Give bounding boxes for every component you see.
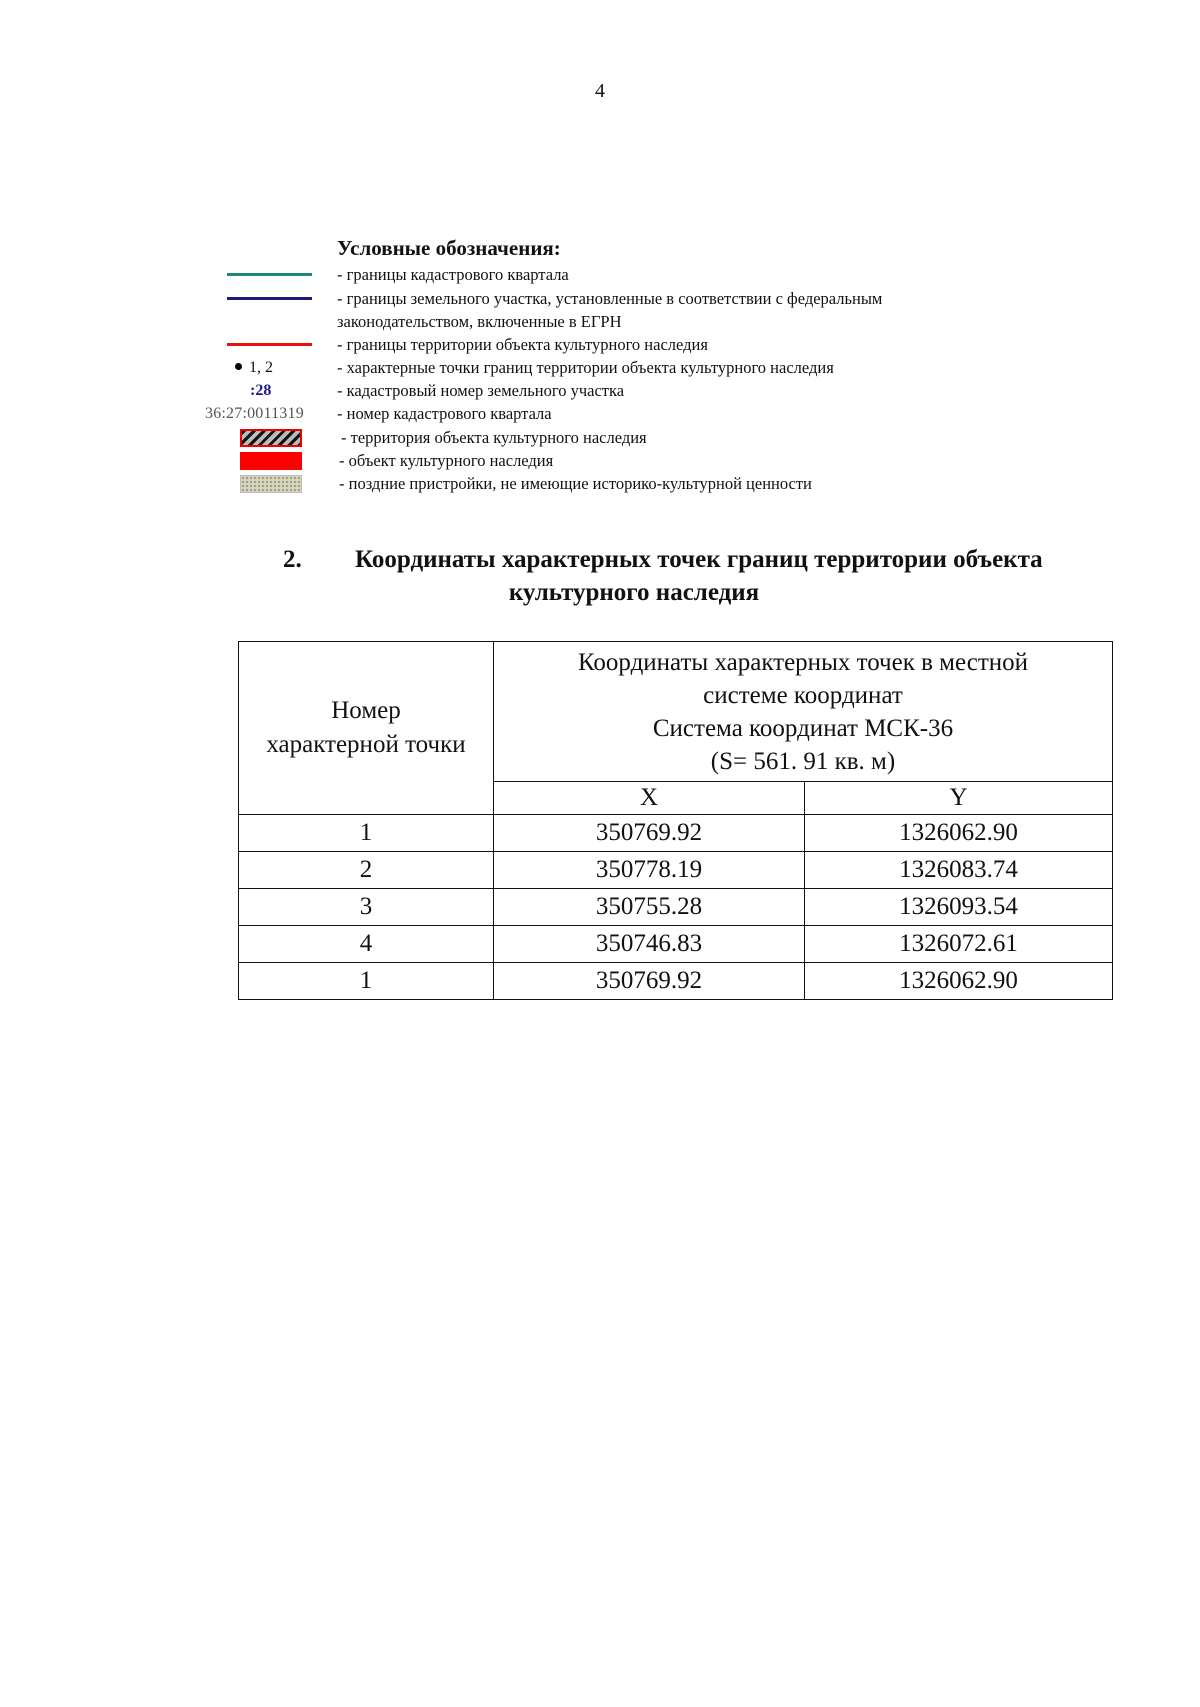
point-dot-icon: [235, 363, 242, 370]
legend-item-text: - границы кадастрового квартала: [337, 265, 569, 284]
legend-item-heritage-boundary: [200, 334, 1100, 356]
coordinates-table: [238, 641, 1113, 1000]
hatched-box-icon: [240, 429, 302, 447]
teal-line-icon: [227, 273, 312, 276]
header-coordinates: Координаты характерных точек в местной системе координат Система координат МСК-36 (S= 561. 91 кв. м): [494, 642, 1113, 782]
cell-y: 1326062.90: [805, 815, 1113, 852]
legend-item-cadastral-number: [200, 380, 1100, 402]
section-number: 2.: [283, 546, 302, 573]
cell-x: 350769.92: [494, 963, 805, 1000]
cell-x: 350746.83: [494, 926, 805, 963]
cell-point: 3: [239, 889, 494, 926]
legend-item-characteristic-points: [200, 357, 1100, 379]
header-x: X: [494, 782, 805, 815]
table-row: [239, 926, 1113, 963]
header-point-number: Номер характерной точки: [239, 642, 494, 815]
cell-x: 350755.28: [494, 889, 805, 926]
cell-y: 1326072.61: [805, 926, 1113, 963]
legend-item-heritage-object: [200, 450, 1100, 472]
cell-point: 1: [239, 963, 494, 1000]
cadastral-number-symbol: :28: [250, 382, 272, 399]
legend-item-text: - границы территории объекта культурного наследия: [337, 335, 708, 354]
legend-item-quarter-boundary: [200, 264, 1100, 286]
cell-y: 1326093.54: [805, 889, 1113, 926]
table-row: [239, 852, 1113, 889]
table-header-row: [239, 642, 1113, 782]
cell-point: 2: [239, 852, 494, 889]
red-box-icon: [240, 452, 302, 470]
legend-item-continuation: [200, 311, 1100, 333]
table-row: [239, 963, 1113, 1000]
table-row: [239, 815, 1113, 852]
legend-item-quarter-number: [200, 403, 1100, 425]
legend-item-text: - поздние пристройки, не имеющие историко-культурной ценности: [339, 474, 812, 493]
cell-x: 350778.19: [494, 852, 805, 889]
legend-item-text: - объект культурного наследия: [339, 451, 554, 470]
cell-y: 1326083.74: [805, 852, 1113, 889]
header-y: Y: [805, 782, 1113, 815]
section-title-line-1: Координаты характерных точек границ территории объекта: [355, 546, 1043, 573]
legend-item-text: - характерные точки границ территории объекта культурного наследия: [337, 358, 834, 377]
cell-point: 4: [239, 926, 494, 963]
legend-item-text: - кадастровый номер земельного участка: [337, 381, 625, 400]
legend-item-heritage-territory: [200, 427, 1100, 449]
point-label: 1, 2: [249, 359, 273, 376]
quarter-number-symbol: 36:27:0011319: [205, 405, 304, 422]
dotted-box-icon: [240, 475, 302, 493]
legend-item-text: - территория объекта культурного наследия: [341, 428, 647, 447]
cell-y: 1326062.90: [805, 963, 1113, 1000]
legend-item-text: - границы земельного участка, установленные в соответствии с федеральным: [337, 289, 883, 308]
cell-point: 1: [239, 815, 494, 852]
legend-item-late-extensions: [200, 473, 1100, 495]
table-row: [239, 889, 1113, 926]
legend-item-parcel-boundary: [200, 288, 1100, 310]
red-line-icon: [227, 343, 312, 346]
section-title-line-2: культурного наследия: [508, 579, 760, 606]
legend-item-text: - номер кадастрового квартала: [337, 404, 552, 423]
cell-x: 350769.92: [494, 815, 805, 852]
page-number: 4: [595, 80, 605, 102]
legend-item-text: законодательством, включенные в ЕГРН: [337, 312, 622, 331]
navy-line-icon: [227, 297, 312, 300]
legend-title: Условные обозначения:: [337, 236, 561, 260]
